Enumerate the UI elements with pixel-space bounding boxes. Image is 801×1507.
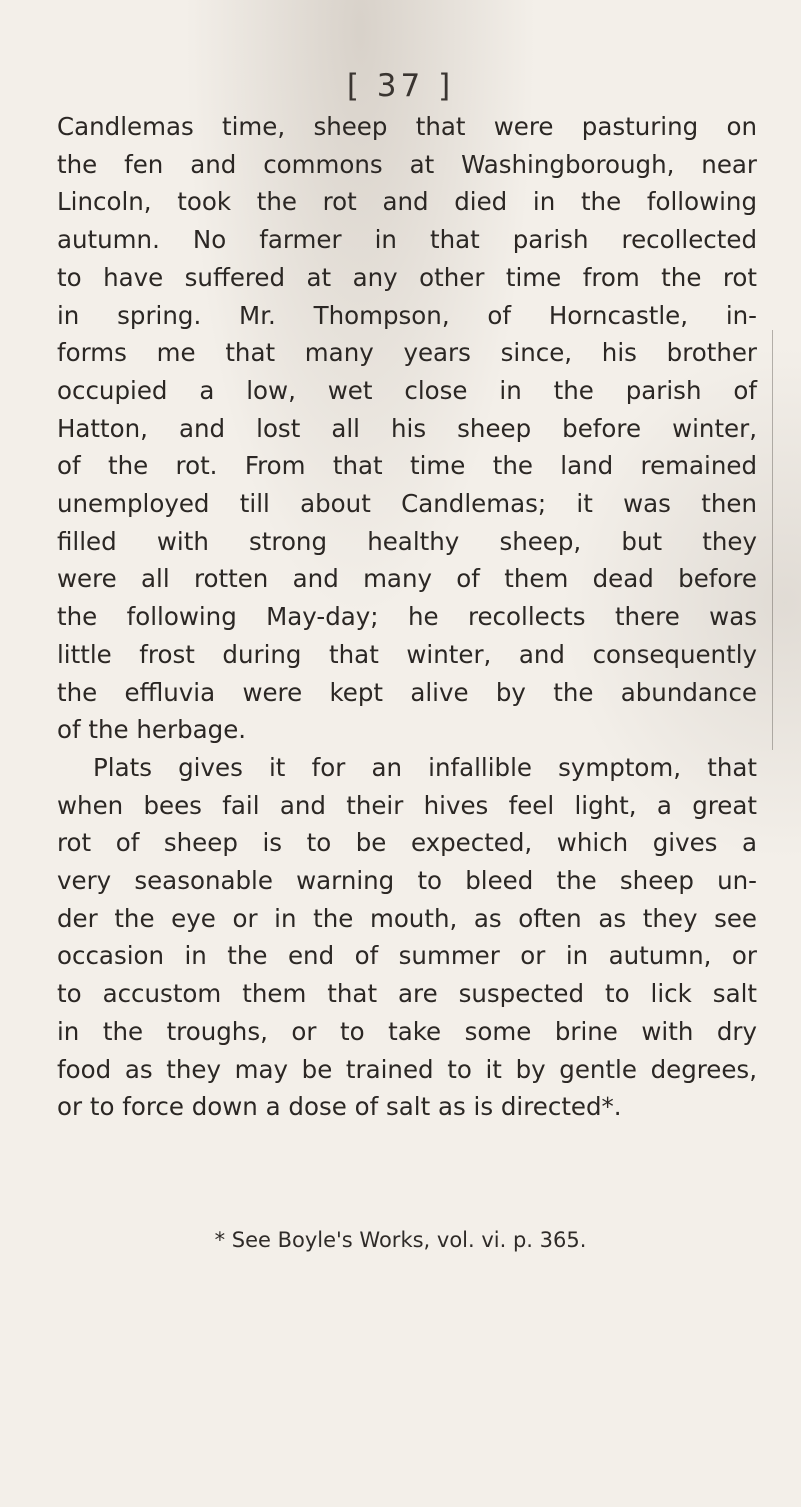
text-line: very seasonable warning to bleed the sheep un- [57,866,757,896]
text-line: when bees fail and their hives feel light, a great [57,790,757,820]
body-text [57,108,757,1126]
text-line: to have suffered at any other time from the rot [57,262,757,292]
text-line: the fen and commons at Washingborough, near [57,149,757,179]
page-number: [ 37 ] [346,68,455,104]
text-line: the effluvia were kept alive by the abundance [57,677,757,707]
page-edge-shadow [772,330,773,750]
text-line: were all rotten and many of them dead before [57,564,757,594]
text-line: of the rot. From that time the land remained [57,451,757,481]
text-line: unemployed till about Candlemas; it was then [57,489,757,519]
footnote: * See Boyle's Works, vol. vi. p. 365. [214,1228,587,1252]
text-line: rot of sheep is to be expected, which gives a [57,828,757,858]
text-line: little frost during that winter, and consequently [57,639,757,669]
text-line: autumn. No farmer in that parish recollected [57,225,757,255]
text-line: Candlemas time, sheep that were pasturing on [57,112,757,141]
text-line: or to force down a dose of salt as is directed*. [57,1092,622,1122]
text-line: Lincoln, took the rot and died in the following [57,187,757,217]
text-line: food as they may be trained to it by gentle degrees, [57,1054,757,1084]
text-line: occupied a low, wet close in the parish of [57,375,757,405]
text-line: in the troughs, or to take some brine with dry [57,1016,757,1046]
text-line: in spring. Mr. Thompson, of Horncastle, in- [57,300,757,330]
text-line: der the eye or in the mouth, as often as they see [57,903,757,933]
text-line: forms me that many years since, his brother [57,338,757,368]
text-line: Hatton, and lost all his sheep before winter, [57,413,757,443]
text-line: of the herbage. [57,715,247,745]
text-line: occasion in the end of summer or in autumn, or [57,941,757,971]
text-line: the following May-day; he recollects there was [57,602,757,632]
text-line: filled with strong healthy sheep, but they [57,526,757,556]
text-line: to accustom them that are suspected to lick salt [57,979,757,1009]
text-line: Plats gives it for an infallible symptom, that [93,752,757,782]
